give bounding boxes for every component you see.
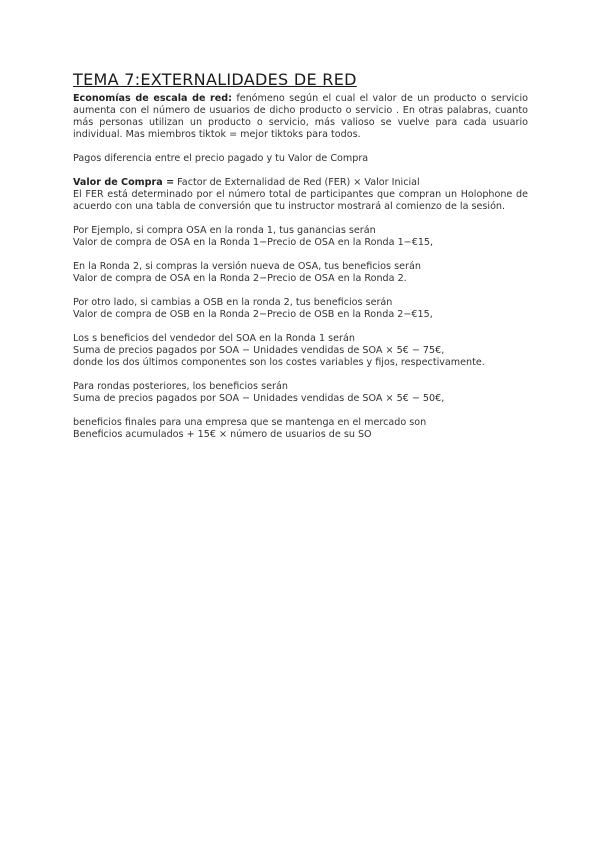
posteriores-line-1: Para rondas posteriores, los beneficios serán <box>73 381 288 392</box>
valor-compra-formula <box>73 177 528 189</box>
finales-line-1: beneficios finales para una empresa que se mantenga en el mercado son <box>73 417 427 428</box>
vendedor-line-1: Los s beneficios del vendedor del SOA en la Ronda 1 serán <box>73 333 355 344</box>
osb-line-2: Valor de compra de OSB en la Ronda 2−Precio de OSB en la Ronda 2−€15, <box>73 309 433 320</box>
document-body <box>73 93 528 441</box>
valor-compra-term: Valor de Compra = <box>73 177 175 188</box>
valor-compra-formula-text: Factor de Externalidad de Red (FER) × Valor Inicial <box>174 177 420 188</box>
vendedor-line-3: donde los dos últimos componentes son los costes variables y fijos, respectivamente. <box>73 357 485 368</box>
fer-paragraph: El FER está determinado por el número total de participantes que compran un Holophone de acuerdo con una tabla de conversión que tu instructor mostrará al comienzo de la sesión. <box>73 189 528 212</box>
page-title: TEMA 7:EXTERNALIDADES DE RED <box>73 70 357 89</box>
pagos-paragraph: Pagos diferencia entre el precio pagado y tu Valor de Compra <box>73 153 369 164</box>
vendedor-line-2: Suma de precios pagados por SOA − Unidades vendidas de SOA × 5€ − 75€, <box>73 345 445 356</box>
economias-term: Economías de escala de red: <box>73 93 232 104</box>
economias-paragraph <box>73 93 528 141</box>
ejemplo-line-2: Valor de compra de OSA en la Ronda 1−Precio de OSA en la Ronda 1−€15, <box>73 237 434 248</box>
ronda2-line-2: Valor de compra de OSA en la Ronda 2−Precio de OSA en la Ronda 2. <box>73 273 407 284</box>
economias-text: fenómeno según el cual el valor de un producto o servicio aumenta con el número de usuarios de dicho producto o servicio . En otras palabras, cuanto más personas utilizan un producto o servicio, más valioso se vuelve para cada usuario individual. Mas miembros tiktok = mejor tiktoks para todos. <box>73 93 528 140</box>
ronda2-line-1: En la Ronda 2, si compras la versión nueva de OSA, tus beneficios serán <box>73 261 421 272</box>
ejemplo-line-1: Por Ejemplo, si compra OSA en la ronda 1, tus ganancias serán <box>73 225 376 236</box>
posteriores-line-2: Suma de precios pagados por SOA − Unidades vendidas de SOA × 5€ − 50€, <box>73 393 445 404</box>
finales-line-2: Beneficios acumulados + 15€ × número de usuarios de su SO <box>73 429 372 440</box>
osb-line-1: Por otro lado, si cambias a OSB en la ronda 2, tus beneficios serán <box>73 297 393 308</box>
